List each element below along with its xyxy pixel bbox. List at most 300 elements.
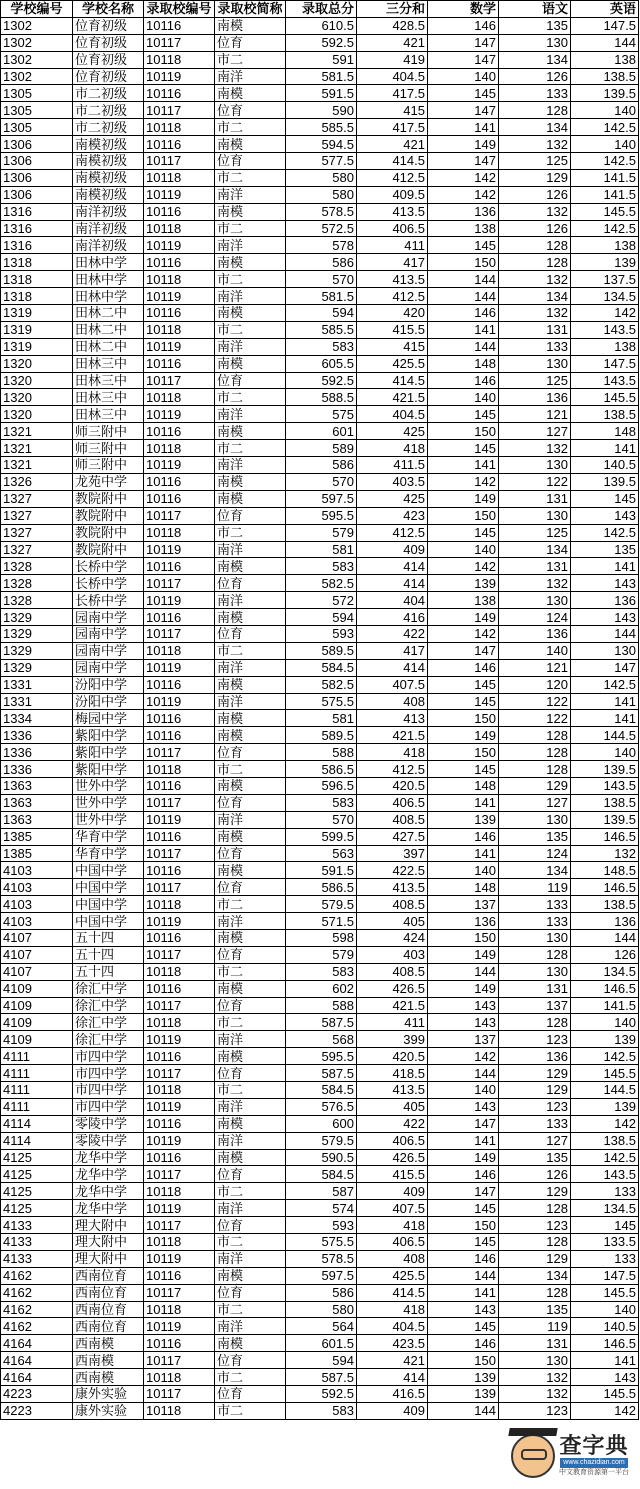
cell-admit-short-name: 南模 bbox=[215, 203, 286, 220]
cell-chinese: 135 bbox=[499, 1301, 571, 1318]
cell-english: 141 bbox=[571, 558, 639, 575]
cell-three-subject-sum: 409 bbox=[357, 541, 428, 558]
cell-english: 140 bbox=[571, 136, 639, 153]
table-row bbox=[1, 17, 639, 34]
cell-three-subject-sum: 422.5 bbox=[357, 862, 428, 879]
table-row bbox=[1, 913, 639, 930]
header-admit-code: 录取校编号 bbox=[144, 1, 215, 18]
cell-admit-short-name: 市二 bbox=[215, 389, 286, 406]
cell-math: 137 bbox=[428, 1031, 499, 1048]
cell-english: 126 bbox=[571, 946, 639, 963]
cell-english: 146.5 bbox=[571, 1335, 639, 1352]
cell-english: 140 bbox=[571, 102, 639, 119]
cell-total-score: 580 bbox=[286, 1301, 357, 1318]
cell-admit-short-name: 南模 bbox=[215, 254, 286, 271]
cell-three-subject-sum: 412.5 bbox=[357, 288, 428, 305]
cell-total-score: 583 bbox=[286, 558, 357, 575]
cell-total-score: 587.5 bbox=[286, 1369, 357, 1386]
cell-total-score: 579 bbox=[286, 946, 357, 963]
header-english: 英语 bbox=[571, 1, 639, 18]
cell-school-code: 1385 bbox=[1, 828, 73, 845]
cell-admit-code: 10117 bbox=[144, 1386, 215, 1403]
cell-chinese: 129 bbox=[499, 1250, 571, 1267]
cell-admit-short-name: 位育 bbox=[215, 153, 286, 170]
cell-school-code: 4107 bbox=[1, 929, 73, 946]
cell-admit-short-name: 位育 bbox=[215, 34, 286, 51]
cell-admit-short-name: 南模 bbox=[215, 828, 286, 845]
cell-english: 134.5 bbox=[571, 963, 639, 980]
cell-admit-code: 10119 bbox=[144, 1031, 215, 1048]
cell-admit-code: 10118 bbox=[144, 1369, 215, 1386]
cell-total-score: 578.5 bbox=[286, 1250, 357, 1267]
cell-three-subject-sum: 426.5 bbox=[357, 980, 428, 997]
cell-admit-short-name: 市二 bbox=[215, 1301, 286, 1318]
table-row bbox=[1, 524, 639, 541]
header-school-name: 学校名称 bbox=[73, 1, 144, 18]
cell-math: 148 bbox=[428, 879, 499, 896]
cell-school-name: 田林二中 bbox=[73, 305, 144, 322]
cell-english: 144 bbox=[571, 929, 639, 946]
cell-total-score: 577.5 bbox=[286, 153, 357, 170]
cell-chinese: 132 bbox=[499, 1386, 571, 1403]
cell-admit-code: 10119 bbox=[144, 68, 215, 85]
cell-admit-short-name: 位育 bbox=[215, 879, 286, 896]
cell-admit-short-name: 南洋 bbox=[215, 541, 286, 558]
cell-chinese: 126 bbox=[499, 186, 571, 203]
cell-math: 147 bbox=[428, 1183, 499, 1200]
cell-math: 146 bbox=[428, 659, 499, 676]
cell-chinese: 130 bbox=[499, 457, 571, 474]
cell-english: 133 bbox=[571, 1250, 639, 1267]
cell-chinese: 125 bbox=[499, 153, 571, 170]
cell-total-score: 586 bbox=[286, 457, 357, 474]
cell-total-score: 600 bbox=[286, 1115, 357, 1132]
cell-admit-short-name: 南洋 bbox=[215, 237, 286, 254]
cell-three-subject-sum: 417 bbox=[357, 642, 428, 659]
cell-admit-short-name: 市二 bbox=[215, 51, 286, 68]
cell-math: 150 bbox=[428, 710, 499, 727]
cell-english: 134.5 bbox=[571, 1200, 639, 1217]
cell-math: 146 bbox=[428, 1166, 499, 1183]
cell-school-code: 1336 bbox=[1, 744, 73, 761]
cell-school-name: 理大附中 bbox=[73, 1217, 144, 1234]
cell-school-name: 华育中学 bbox=[73, 845, 144, 862]
cell-school-name: 世外中学 bbox=[73, 777, 144, 794]
cell-three-subject-sum: 426.5 bbox=[357, 1149, 428, 1166]
cell-admit-code: 10116 bbox=[144, 1335, 215, 1352]
cell-school-code: 4103 bbox=[1, 862, 73, 879]
cell-school-code: 4164 bbox=[1, 1369, 73, 1386]
cell-three-subject-sum: 415 bbox=[357, 102, 428, 119]
cell-admit-short-name: 位育 bbox=[215, 102, 286, 119]
cell-admit-code: 10118 bbox=[144, 440, 215, 457]
cell-three-subject-sum: 414 bbox=[357, 558, 428, 575]
cell-admit-short-name: 南模 bbox=[215, 1048, 286, 1065]
cell-admit-code: 10119 bbox=[144, 1250, 215, 1267]
cell-school-code: 1316 bbox=[1, 220, 73, 237]
cell-total-score: 583 bbox=[286, 794, 357, 811]
cell-three-subject-sum: 405 bbox=[357, 913, 428, 930]
cell-admit-short-name: 市二 bbox=[215, 524, 286, 541]
cell-admit-short-name: 位育 bbox=[215, 845, 286, 862]
cell-math: 150 bbox=[428, 1217, 499, 1234]
cell-admit-short-name: 位育 bbox=[215, 1065, 286, 1082]
cell-school-code: 1334 bbox=[1, 710, 73, 727]
cell-english: 142.5 bbox=[571, 153, 639, 170]
cell-school-name: 理大附中 bbox=[73, 1250, 144, 1267]
cell-school-name: 五十四 bbox=[73, 946, 144, 963]
cell-math: 136 bbox=[428, 203, 499, 220]
cell-three-subject-sum: 421.5 bbox=[357, 389, 428, 406]
cell-school-code: 4162 bbox=[1, 1267, 73, 1284]
cell-chinese: 132 bbox=[499, 575, 571, 592]
table-row bbox=[1, 186, 639, 203]
cell-three-subject-sum: 414.5 bbox=[357, 1284, 428, 1301]
cell-math: 150 bbox=[428, 929, 499, 946]
cell-math: 145 bbox=[428, 237, 499, 254]
cell-school-code: 1302 bbox=[1, 34, 73, 51]
cell-school-name: 教院附中 bbox=[73, 490, 144, 507]
table-body bbox=[1, 17, 639, 1419]
cell-math: 145 bbox=[428, 406, 499, 423]
cell-school-name: 位育初级 bbox=[73, 68, 144, 85]
cell-school-code: 1329 bbox=[1, 642, 73, 659]
cell-school-name: 龙华中学 bbox=[73, 1166, 144, 1183]
cell-school-name: 世外中学 bbox=[73, 811, 144, 828]
cell-english: 145.5 bbox=[571, 389, 639, 406]
cell-english: 148.5 bbox=[571, 862, 639, 879]
cell-three-subject-sum: 425 bbox=[357, 423, 428, 440]
cell-school-code: 4125 bbox=[1, 1200, 73, 1217]
cell-english: 143 bbox=[571, 507, 639, 524]
cell-three-subject-sum: 414.5 bbox=[357, 372, 428, 389]
cell-english: 143 bbox=[571, 575, 639, 592]
cell-math: 140 bbox=[428, 541, 499, 558]
cell-admit-short-name: 市二 bbox=[215, 1402, 286, 1419]
cell-chinese: 134 bbox=[499, 288, 571, 305]
table-row bbox=[1, 1115, 639, 1132]
cell-three-subject-sum: 423 bbox=[357, 507, 428, 524]
cell-school-code: 4162 bbox=[1, 1301, 73, 1318]
cell-chinese: 122 bbox=[499, 710, 571, 727]
cell-total-score: 584.5 bbox=[286, 1166, 357, 1183]
cell-math: 150 bbox=[428, 423, 499, 440]
cell-total-score: 570 bbox=[286, 271, 357, 288]
table-row bbox=[1, 558, 639, 575]
cell-chinese: 127 bbox=[499, 794, 571, 811]
cell-admit-short-name: 市二 bbox=[215, 169, 286, 186]
cell-total-score: 581.5 bbox=[286, 68, 357, 85]
cell-total-score: 594.5 bbox=[286, 136, 357, 153]
cell-total-score: 581.5 bbox=[286, 288, 357, 305]
cell-admit-code: 10117 bbox=[144, 1217, 215, 1234]
cell-school-code: 1363 bbox=[1, 811, 73, 828]
cell-admit-code: 10118 bbox=[144, 1014, 215, 1031]
cell-chinese: 130 bbox=[499, 811, 571, 828]
cell-english: 135 bbox=[571, 541, 639, 558]
table-row bbox=[1, 946, 639, 963]
cell-total-score: 575.5 bbox=[286, 693, 357, 710]
cell-admit-short-name: 南洋 bbox=[215, 1200, 286, 1217]
table-row bbox=[1, 811, 639, 828]
cell-school-name: 中国中学 bbox=[73, 879, 144, 896]
cell-chinese: 129 bbox=[499, 1065, 571, 1082]
cell-math: 142 bbox=[428, 1048, 499, 1065]
cell-total-score: 594 bbox=[286, 609, 357, 626]
cell-total-score: 591.5 bbox=[286, 85, 357, 102]
table-row bbox=[1, 51, 639, 68]
cell-chinese: 131 bbox=[499, 490, 571, 507]
cell-three-subject-sum: 420 bbox=[357, 305, 428, 322]
cell-math: 143 bbox=[428, 1098, 499, 1115]
cell-admit-code: 10117 bbox=[144, 946, 215, 963]
cell-three-subject-sum: 408 bbox=[357, 693, 428, 710]
cell-chinese: 131 bbox=[499, 558, 571, 575]
cell-three-subject-sum: 421 bbox=[357, 136, 428, 153]
cell-total-score: 588.5 bbox=[286, 389, 357, 406]
cell-english: 143.5 bbox=[571, 321, 639, 338]
cell-chinese: 119 bbox=[499, 1318, 571, 1335]
cell-three-subject-sum: 404.5 bbox=[357, 1318, 428, 1335]
cell-school-name: 汾阳中学 bbox=[73, 676, 144, 693]
cell-admit-code: 10116 bbox=[144, 136, 215, 153]
cell-school-name: 西南模 bbox=[73, 1335, 144, 1352]
cell-admit-code: 10119 bbox=[144, 288, 215, 305]
cell-english: 144 bbox=[571, 625, 639, 642]
cell-school-name: 五十四 bbox=[73, 929, 144, 946]
cell-english: 140 bbox=[571, 744, 639, 761]
cell-school-code: 1329 bbox=[1, 659, 73, 676]
cell-total-score: 597.5 bbox=[286, 1267, 357, 1284]
cell-chinese: 124 bbox=[499, 845, 571, 862]
cell-math: 150 bbox=[428, 507, 499, 524]
cell-total-score: 592.5 bbox=[286, 1386, 357, 1403]
cell-school-code: 1328 bbox=[1, 558, 73, 575]
table-row bbox=[1, 85, 639, 102]
cell-chinese: 135 bbox=[499, 17, 571, 34]
cell-admit-short-name: 南模 bbox=[215, 609, 286, 626]
cell-school-name: 师三附中 bbox=[73, 457, 144, 474]
cell-school-code: 1331 bbox=[1, 676, 73, 693]
cell-math: 147 bbox=[428, 1115, 499, 1132]
cell-admit-short-name: 南模 bbox=[215, 676, 286, 693]
table-row bbox=[1, 34, 639, 51]
cell-school-code: 1327 bbox=[1, 507, 73, 524]
cell-math: 145 bbox=[428, 1318, 499, 1335]
cell-school-code: 4133 bbox=[1, 1250, 73, 1267]
cell-math: 147 bbox=[428, 34, 499, 51]
cell-math: 149 bbox=[428, 980, 499, 997]
cell-three-subject-sum: 406.5 bbox=[357, 220, 428, 237]
cell-total-score: 594 bbox=[286, 305, 357, 322]
cell-school-code: 1320 bbox=[1, 406, 73, 423]
cell-admit-short-name: 南洋 bbox=[215, 1318, 286, 1335]
table-row bbox=[1, 136, 639, 153]
cell-admit-short-name: 市二 bbox=[215, 271, 286, 288]
cell-school-code: 1319 bbox=[1, 305, 73, 322]
table-row bbox=[1, 220, 639, 237]
cell-three-subject-sum: 418.5 bbox=[357, 1065, 428, 1082]
cell-total-score: 586 bbox=[286, 254, 357, 271]
cell-total-score: 581 bbox=[286, 541, 357, 558]
cell-admit-short-name: 市二 bbox=[215, 1082, 286, 1099]
cell-math: 144 bbox=[428, 963, 499, 980]
cell-three-subject-sum: 406.5 bbox=[357, 1234, 428, 1251]
cell-school-code: 4111 bbox=[1, 1048, 73, 1065]
cell-three-subject-sum: 417.5 bbox=[357, 85, 428, 102]
table-row bbox=[1, 744, 639, 761]
cell-admit-short-name: 南模 bbox=[215, 17, 286, 34]
cell-english: 143.5 bbox=[571, 1166, 639, 1183]
cell-admit-short-name: 南洋 bbox=[215, 1031, 286, 1048]
cell-school-name: 长桥中学 bbox=[73, 592, 144, 609]
cell-chinese: 130 bbox=[499, 1352, 571, 1369]
cell-total-score: 589.5 bbox=[286, 727, 357, 744]
cell-school-name: 师三附中 bbox=[73, 423, 144, 440]
table-row bbox=[1, 321, 639, 338]
cell-english: 147 bbox=[571, 659, 639, 676]
cell-three-subject-sum: 418 bbox=[357, 1301, 428, 1318]
cell-school-code: 1306 bbox=[1, 186, 73, 203]
cell-english: 139 bbox=[571, 1098, 639, 1115]
cell-school-name: 市四中学 bbox=[73, 1082, 144, 1099]
cell-three-subject-sum: 422 bbox=[357, 1115, 428, 1132]
cell-chinese: 125 bbox=[499, 524, 571, 541]
cell-total-score: 586 bbox=[286, 1284, 357, 1301]
cell-school-name: 田林二中 bbox=[73, 321, 144, 338]
cell-school-code: 4125 bbox=[1, 1149, 73, 1166]
cell-total-score: 589.5 bbox=[286, 642, 357, 659]
cell-admit-short-name: 位育 bbox=[215, 575, 286, 592]
cell-admit-short-name: 南洋 bbox=[215, 811, 286, 828]
cell-three-subject-sum: 403.5 bbox=[357, 473, 428, 490]
cell-chinese: 129 bbox=[499, 1082, 571, 1099]
cell-admit-code: 10118 bbox=[144, 1183, 215, 1200]
cell-chinese: 129 bbox=[499, 1183, 571, 1200]
cell-total-score: 594 bbox=[286, 1352, 357, 1369]
cell-total-score: 574 bbox=[286, 1200, 357, 1217]
cell-three-subject-sum: 414 bbox=[357, 1369, 428, 1386]
cell-three-subject-sum: 405 bbox=[357, 1098, 428, 1115]
table-row bbox=[1, 169, 639, 186]
cell-three-subject-sum: 415.5 bbox=[357, 1166, 428, 1183]
table-row bbox=[1, 271, 639, 288]
cell-english: 146.5 bbox=[571, 828, 639, 845]
cell-admit-short-name: 市二 bbox=[215, 1369, 286, 1386]
cell-school-name: 市二初级 bbox=[73, 102, 144, 119]
table-row bbox=[1, 1166, 639, 1183]
table-row bbox=[1, 1335, 639, 1352]
cell-admit-short-name: 位育 bbox=[215, 946, 286, 963]
cell-school-name: 西南模 bbox=[73, 1369, 144, 1386]
cell-three-subject-sum: 416.5 bbox=[357, 1386, 428, 1403]
cell-admit-code: 10116 bbox=[144, 929, 215, 946]
cell-admit-short-name: 南模 bbox=[215, 777, 286, 794]
cell-english: 137.5 bbox=[571, 271, 639, 288]
cell-chinese: 133 bbox=[499, 1115, 571, 1132]
cell-three-subject-sum: 413.5 bbox=[357, 203, 428, 220]
cell-school-name: 南洋初级 bbox=[73, 220, 144, 237]
cell-school-code: 4107 bbox=[1, 963, 73, 980]
cell-admit-code: 10119 bbox=[144, 1098, 215, 1115]
cell-total-score: 582.5 bbox=[286, 575, 357, 592]
table-row bbox=[1, 862, 639, 879]
cell-three-subject-sum: 421.5 bbox=[357, 727, 428, 744]
cell-chinese: 128 bbox=[499, 1014, 571, 1031]
table-row bbox=[1, 1318, 639, 1335]
cell-admit-code: 10119 bbox=[144, 659, 215, 676]
cell-english: 138 bbox=[571, 338, 639, 355]
cell-admit-short-name: 南洋 bbox=[215, 457, 286, 474]
cell-school-name: 零陵中学 bbox=[73, 1132, 144, 1149]
cell-chinese: 128 bbox=[499, 1234, 571, 1251]
table-row bbox=[1, 440, 639, 457]
cell-math: 149 bbox=[428, 136, 499, 153]
cell-admit-code: 10117 bbox=[144, 625, 215, 642]
cell-total-score: 588 bbox=[286, 997, 357, 1014]
cell-total-score: 570 bbox=[286, 473, 357, 490]
cell-english: 139.5 bbox=[571, 85, 639, 102]
cell-school-code: 4114 bbox=[1, 1115, 73, 1132]
cell-school-name: 田林三中 bbox=[73, 372, 144, 389]
cell-school-name: 市四中学 bbox=[73, 1098, 144, 1115]
cell-chinese: 123 bbox=[499, 1098, 571, 1115]
table-row bbox=[1, 237, 639, 254]
cell-admit-short-name: 南模 bbox=[215, 1115, 286, 1132]
cell-school-name: 梅园中学 bbox=[73, 710, 144, 727]
cell-admit-short-name: 南模 bbox=[215, 423, 286, 440]
cell-total-score: 578 bbox=[286, 237, 357, 254]
cell-school-name: 田林中学 bbox=[73, 271, 144, 288]
cell-math: 139 bbox=[428, 575, 499, 592]
cell-admit-code: 10119 bbox=[144, 406, 215, 423]
cell-admit-short-name: 南模 bbox=[215, 355, 286, 372]
cell-total-score: 605.5 bbox=[286, 355, 357, 372]
cell-admit-short-name: 南洋 bbox=[215, 592, 286, 609]
cell-math: 139 bbox=[428, 811, 499, 828]
cell-total-score: 572.5 bbox=[286, 220, 357, 237]
cell-school-code: 4164 bbox=[1, 1335, 73, 1352]
cell-three-subject-sum: 407.5 bbox=[357, 1200, 428, 1217]
cell-admit-code: 10117 bbox=[144, 997, 215, 1014]
cell-school-name: 市四中学 bbox=[73, 1048, 144, 1065]
cell-admit-code: 10117 bbox=[144, 1284, 215, 1301]
cell-english: 139.5 bbox=[571, 761, 639, 778]
cell-chinese: 123 bbox=[499, 1217, 571, 1234]
cell-admit-code: 10119 bbox=[144, 1132, 215, 1149]
cell-admit-code: 10119 bbox=[144, 1318, 215, 1335]
cell-admit-code: 10117 bbox=[144, 845, 215, 862]
table-row bbox=[1, 592, 639, 609]
table-row bbox=[1, 1250, 639, 1267]
cell-admit-short-name: 位育 bbox=[215, 372, 286, 389]
cell-chinese: 123 bbox=[499, 1402, 571, 1419]
cell-admit-short-name: 南洋 bbox=[215, 186, 286, 203]
watermark-url: www.chazidian.com bbox=[560, 1458, 627, 1468]
cell-admit-code: 10119 bbox=[144, 1200, 215, 1217]
cell-math: 147 bbox=[428, 153, 499, 170]
cell-school-name: 紫阳中学 bbox=[73, 727, 144, 744]
cell-three-subject-sum: 415 bbox=[357, 338, 428, 355]
cell-three-subject-sum: 424 bbox=[357, 929, 428, 946]
cell-math: 141 bbox=[428, 845, 499, 862]
cell-total-score: 586.5 bbox=[286, 879, 357, 896]
cell-math: 142 bbox=[428, 169, 499, 186]
cell-three-subject-sum: 414.5 bbox=[357, 153, 428, 170]
cell-school-code: 4111 bbox=[1, 1082, 73, 1099]
cell-chinese: 134 bbox=[499, 862, 571, 879]
table-row bbox=[1, 457, 639, 474]
